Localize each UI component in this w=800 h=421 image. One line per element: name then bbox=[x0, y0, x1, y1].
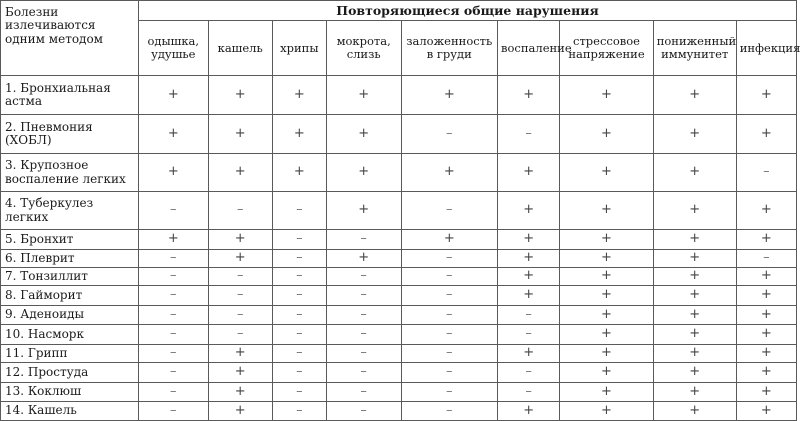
plus-mark: + bbox=[653, 154, 736, 192]
minus-mark: – bbox=[498, 382, 560, 402]
minus-mark: – bbox=[498, 325, 560, 345]
plus-mark: + bbox=[560, 382, 653, 402]
plus-mark: + bbox=[653, 230, 736, 250]
column-header: одышка, удушье bbox=[139, 21, 209, 76]
disease-name: 11. Грипп bbox=[1, 344, 139, 362]
plus-mark: + bbox=[560, 402, 653, 421]
minus-mark: – bbox=[208, 286, 272, 306]
minus-mark: – bbox=[272, 230, 326, 250]
plus-mark: + bbox=[560, 325, 653, 345]
minus-mark: – bbox=[326, 382, 401, 402]
plus-mark: + bbox=[139, 76, 209, 115]
column-header: воспаление bbox=[498, 21, 560, 76]
minus-mark: – bbox=[401, 363, 498, 383]
minus-mark: – bbox=[139, 192, 209, 230]
disease-name: 8. Гайморит bbox=[1, 286, 139, 306]
disease-name: 3. Крупозное воспаление легких bbox=[1, 154, 139, 192]
plus-mark: + bbox=[498, 192, 560, 230]
minus-mark: – bbox=[401, 325, 498, 345]
minus-mark: – bbox=[272, 363, 326, 383]
minus-mark: – bbox=[401, 267, 498, 285]
minus-mark: – bbox=[401, 344, 498, 362]
disease-name: 7. Тонзиллит bbox=[1, 267, 139, 285]
plus-mark: + bbox=[560, 267, 653, 285]
plus-mark: + bbox=[139, 115, 209, 154]
minus-mark: – bbox=[498, 115, 560, 154]
plus-mark: + bbox=[139, 230, 209, 250]
table-row bbox=[1, 249, 797, 267]
plus-mark: + bbox=[498, 154, 560, 192]
minus-mark: – bbox=[736, 249, 796, 267]
plus-mark: + bbox=[498, 286, 560, 306]
plus-mark: + bbox=[736, 325, 796, 345]
plus-mark: + bbox=[736, 286, 796, 306]
minus-mark: – bbox=[272, 325, 326, 345]
minus-mark: – bbox=[401, 286, 498, 306]
table-row bbox=[1, 305, 797, 325]
disease-name: 12. Простуда bbox=[1, 363, 139, 383]
minus-mark: – bbox=[401, 402, 498, 421]
plus-mark: + bbox=[326, 192, 401, 230]
table-row bbox=[1, 115, 797, 154]
plus-mark: + bbox=[736, 305, 796, 325]
plus-mark: + bbox=[272, 76, 326, 115]
plus-mark: + bbox=[208, 402, 272, 421]
disease-name: 2. Пневмония (ХОБЛ) bbox=[1, 115, 139, 154]
minus-mark: – bbox=[139, 267, 209, 285]
minus-mark: – bbox=[139, 305, 209, 325]
plus-mark: + bbox=[326, 115, 401, 154]
plus-mark: + bbox=[208, 76, 272, 115]
plus-mark: + bbox=[272, 154, 326, 192]
plus-mark: + bbox=[401, 230, 498, 250]
minus-mark: – bbox=[139, 382, 209, 402]
minus-mark: – bbox=[326, 267, 401, 285]
plus-mark: + bbox=[272, 115, 326, 154]
plus-mark: + bbox=[139, 154, 209, 192]
plus-mark: + bbox=[653, 115, 736, 154]
table-row bbox=[1, 344, 797, 362]
plus-mark: + bbox=[560, 115, 653, 154]
plus-mark: + bbox=[498, 76, 560, 115]
plus-mark: + bbox=[498, 344, 560, 362]
column-header: заложенность в груди bbox=[401, 21, 498, 76]
minus-mark: – bbox=[272, 192, 326, 230]
minus-mark: – bbox=[139, 325, 209, 345]
table-row bbox=[1, 325, 797, 345]
column-header: кашель bbox=[208, 21, 272, 76]
minus-mark: – bbox=[326, 402, 401, 421]
minus-mark: – bbox=[272, 249, 326, 267]
minus-mark: – bbox=[208, 267, 272, 285]
plus-mark: + bbox=[736, 382, 796, 402]
plus-mark: + bbox=[498, 267, 560, 285]
minus-mark: – bbox=[272, 267, 326, 285]
disease-name: 1. Бронхиальная астма bbox=[1, 76, 139, 115]
plus-mark: + bbox=[560, 192, 653, 230]
minus-mark: – bbox=[208, 305, 272, 325]
plus-mark: + bbox=[326, 76, 401, 115]
table-row bbox=[1, 76, 797, 115]
plus-mark: + bbox=[208, 115, 272, 154]
table-row bbox=[1, 192, 797, 230]
minus-mark: – bbox=[272, 402, 326, 421]
column-header: инфекция bbox=[736, 21, 796, 76]
plus-mark: + bbox=[653, 363, 736, 383]
plus-mark: + bbox=[208, 344, 272, 362]
plus-mark: + bbox=[653, 325, 736, 345]
plus-mark: + bbox=[326, 154, 401, 192]
table-row bbox=[1, 286, 797, 306]
minus-mark: – bbox=[139, 344, 209, 362]
minus-mark: – bbox=[139, 286, 209, 306]
table-row bbox=[1, 230, 797, 250]
minus-mark: – bbox=[272, 286, 326, 306]
plus-mark: + bbox=[653, 76, 736, 115]
table-body bbox=[1, 76, 797, 421]
plus-mark: + bbox=[736, 76, 796, 115]
disease-name: 14. Кашель bbox=[1, 402, 139, 421]
minus-mark: – bbox=[272, 382, 326, 402]
disease-name: 9. Аденоиды bbox=[1, 305, 139, 325]
plus-mark: + bbox=[653, 382, 736, 402]
minus-mark: – bbox=[139, 402, 209, 421]
disease-name: 5. Бронхит bbox=[1, 230, 139, 250]
plus-mark: + bbox=[560, 363, 653, 383]
minus-mark: – bbox=[736, 154, 796, 192]
plus-mark: + bbox=[736, 363, 796, 383]
plus-mark: + bbox=[736, 192, 796, 230]
plus-mark: + bbox=[560, 344, 653, 362]
plus-mark: + bbox=[736, 115, 796, 154]
plus-mark: + bbox=[560, 230, 653, 250]
table-header bbox=[1, 1, 800, 76]
plus-mark: + bbox=[653, 249, 736, 267]
plus-mark: + bbox=[653, 267, 736, 285]
disease-name: 6. Плеврит bbox=[1, 249, 139, 267]
table-row bbox=[1, 402, 797, 421]
table-row bbox=[1, 363, 797, 383]
plus-mark: + bbox=[208, 230, 272, 250]
plus-mark: + bbox=[653, 344, 736, 362]
column-header: пониженный иммунитет bbox=[653, 21, 736, 76]
minus-mark: – bbox=[401, 115, 498, 154]
minus-mark: – bbox=[326, 305, 401, 325]
plus-mark: + bbox=[498, 249, 560, 267]
minus-mark: – bbox=[272, 344, 326, 362]
disease-name: 10. Насморк bbox=[1, 325, 139, 345]
plus-mark: + bbox=[326, 249, 401, 267]
minus-mark: – bbox=[139, 363, 209, 383]
plus-mark: + bbox=[653, 286, 736, 306]
plus-mark: + bbox=[401, 154, 498, 192]
plus-mark: + bbox=[736, 230, 796, 250]
plus-mark: + bbox=[208, 363, 272, 383]
column-header: мокрота, слизь bbox=[326, 21, 401, 76]
corner-header: Болезни излечиваются одним методом bbox=[1, 1, 139, 76]
plus-mark: + bbox=[736, 402, 796, 421]
column-header: хрипы bbox=[272, 21, 326, 76]
minus-mark: – bbox=[272, 305, 326, 325]
column-header: стрессовое напряжение bbox=[560, 21, 653, 76]
plus-mark: + bbox=[401, 76, 498, 115]
minus-mark: – bbox=[401, 249, 498, 267]
plus-mark: + bbox=[736, 267, 796, 285]
table-row bbox=[1, 154, 797, 192]
minus-mark: – bbox=[208, 192, 272, 230]
group-header: Повторяющиеся общие нарушения bbox=[139, 1, 797, 21]
plus-mark: + bbox=[560, 286, 653, 306]
minus-mark: – bbox=[326, 230, 401, 250]
minus-mark: – bbox=[498, 363, 560, 383]
plus-mark: + bbox=[653, 192, 736, 230]
plus-mark: + bbox=[736, 344, 796, 362]
plus-mark: + bbox=[560, 76, 653, 115]
plus-mark: + bbox=[560, 249, 653, 267]
minus-mark: – bbox=[139, 249, 209, 267]
minus-mark: – bbox=[208, 325, 272, 345]
minus-mark: – bbox=[326, 363, 401, 383]
plus-mark: + bbox=[498, 402, 560, 421]
plus-mark: + bbox=[208, 382, 272, 402]
table-row bbox=[1, 267, 797, 285]
disease-name: 13. Коклюш bbox=[1, 382, 139, 402]
disease-name: 4. Туберкулез легких bbox=[1, 192, 139, 230]
plus-mark: + bbox=[653, 305, 736, 325]
minus-mark: – bbox=[401, 192, 498, 230]
minus-mark: – bbox=[401, 382, 498, 402]
plus-mark: + bbox=[498, 230, 560, 250]
plus-mark: + bbox=[208, 249, 272, 267]
plus-mark: + bbox=[208, 154, 272, 192]
minus-mark: – bbox=[326, 325, 401, 345]
minus-mark: – bbox=[401, 305, 498, 325]
minus-mark: – bbox=[326, 286, 401, 306]
plus-mark: + bbox=[653, 402, 736, 421]
minus-mark: – bbox=[498, 305, 560, 325]
plus-mark: + bbox=[560, 154, 653, 192]
plus-mark: + bbox=[560, 305, 653, 325]
table-row bbox=[1, 382, 797, 402]
minus-mark: – bbox=[326, 344, 401, 362]
